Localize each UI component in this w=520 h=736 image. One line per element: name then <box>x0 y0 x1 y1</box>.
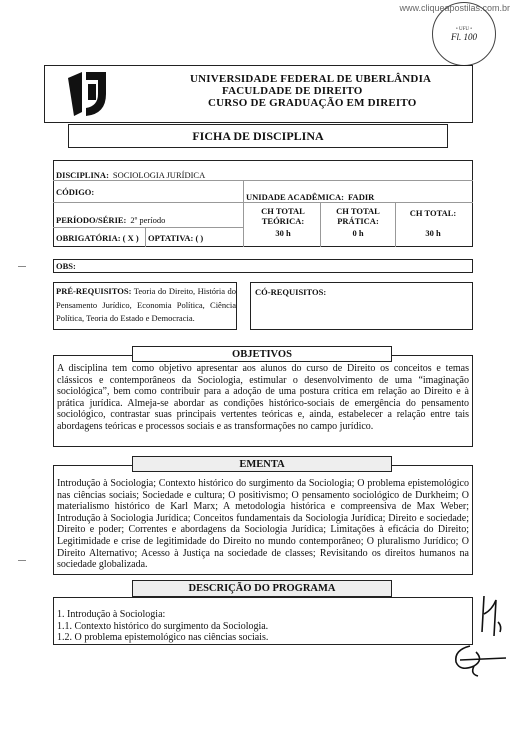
watermark-text: www.cliqueapostilas.com.br <box>399 3 510 13</box>
optativa-checkbox: OPTATIVA: ( ) <box>148 233 204 243</box>
objetivos-title-bar <box>132 346 392 362</box>
objetivos-text: A disciplina tem como objetivo apresentar aos alunos do curso de Direito os conceitos e temas clássicos e contemporâneos da Sociologia, estimular o desenvolvimento de uma “imaginação sociológica”, bem como contribuir para a adoção de uma postura crítica em relação ao Direito e à prática jurídica. Almeja-se abordar as condições histórico-sociais de emergência do pensamento sociológico, contrastar suas principais vertentes teóricas e, ainda, estabelecer a relação entre tais abordagens teóricas e processos sociais e as transformações no campo jurídico. <box>57 363 469 432</box>
ch-total-label: CH TOTAL: <box>409 208 457 218</box>
stamp-ring-text: • UFU • <box>455 26 472 32</box>
unidade-row <box>246 187 374 205</box>
ementa-title-bar <box>132 456 392 472</box>
periodo-row <box>56 210 165 228</box>
page-title: FICHA DE DISCIPLINA <box>192 128 324 143</box>
objetivos-title: OBJETIVOS <box>232 348 292 360</box>
title-box <box>68 124 448 148</box>
disciplina-label: DISCIPLINA: <box>56 170 109 180</box>
periodo-label: PERÍODO/SÉRIE: <box>56 215 127 225</box>
header-university: UNIVERSIDADE FEDERAL DE UBERLÂNDIA <box>190 73 432 85</box>
coreq-label: CÓ-REQUISITOS: <box>255 287 327 297</box>
obs-box <box>53 259 473 273</box>
header-course: CURSO DE GRADUAÇÃO EM DIREITO <box>208 97 417 109</box>
programa-item: 1.1. Contexto histórico do surgimento da Sociologia. <box>57 620 269 632</box>
programa-list <box>57 609 268 644</box>
margin-mark <box>18 266 26 267</box>
ch-total-value: 30 h <box>425 228 441 238</box>
ementa-text: Introdução à Sociologia; Contexto histórico do surgimento da Sociologia; O problema epistemológico nas ciências sociais; Sociedade e cultura; O positivismo; O pensamento sociológico de Durkheim; O materialismo histórico de Karl Marx; A metodologia histórica e compreensiva de Max Weber; Introdução à Sociologia Jurídica; Conceitos fundamentais da Sociologia Jurídica; Direito e sociedade; Direito e poder; Correntes e abordagens da Sociologia Jurídica; Limitações à eficácia do Direito; Legitimidade e crise de legitimidade do Direito no mundo contemporâneo; O pluralismo Jurídico; O Direito Alternativo; Acesso à Justiça na sociedade de classes; Revisitando os direitos humanos na sociedade globalizada. <box>57 478 469 571</box>
unidade-value: FADIR <box>348 192 375 202</box>
ch-teorica-label: CH TOTAL TEÓRICA: <box>261 206 305 226</box>
handwritten-signature <box>440 640 510 685</box>
unidade-label: UNIDADE ACADÊMICA: <box>246 192 344 202</box>
stamp-text: Fl. 100 <box>451 31 477 42</box>
header-faculty: FACULDADE DE DIREITO <box>222 85 363 97</box>
obs-label: OBS: <box>56 261 76 271</box>
ementa-title: EMENTA <box>239 458 285 470</box>
prereq-value: Teoria do Direito, História do Pensamento Jurídico, Economia Política, Ciência Política, Teoria do Estado e Democracia. <box>56 286 236 323</box>
obrigatoria-checkbox: OBRIGATÓRIA: ( X ) <box>56 233 139 243</box>
disciplina-value: SOCIOLOGIA JURÍDICA <box>112 170 206 180</box>
prereq-label: PRÉ-REQUISITOS: <box>56 286 132 296</box>
periodo-value: 2º período <box>130 215 166 225</box>
coreq-box <box>250 282 473 330</box>
programa-item: 1.2. O problema epistemológico nas ciências sociais. <box>57 632 269 644</box>
margin-mark <box>18 560 26 561</box>
prereq-text <box>56 285 236 326</box>
codigo-label: CÓDIGO: <box>56 187 95 197</box>
programa-item: 1. Introdução à Sociologia: <box>57 609 166 620</box>
handwritten-initials <box>476 592 506 647</box>
ch-pratica-label: CH TOTAL PRÁTICA: <box>336 206 380 226</box>
disciplina-row <box>56 165 205 183</box>
programa-title: DESCRIÇÃO DO PROGRAMA <box>188 583 336 594</box>
ch-pratica-value: 0 h <box>352 228 364 238</box>
university-logo <box>64 68 110 120</box>
university-stamp <box>432 2 496 66</box>
programa-title-bar <box>132 580 392 597</box>
ch-teorica-value: 30 h <box>275 228 291 238</box>
